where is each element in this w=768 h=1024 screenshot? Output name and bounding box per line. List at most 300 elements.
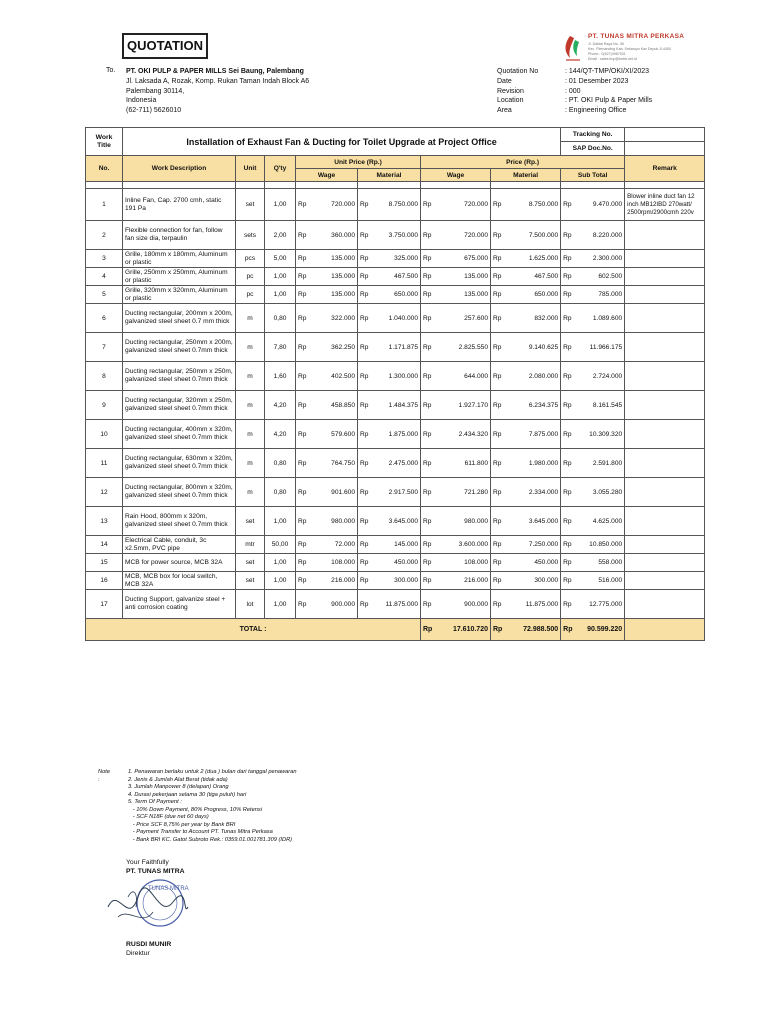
currency-label: Rp <box>491 304 509 333</box>
row-price-wage: 720.000 <box>439 189 491 221</box>
row-unit: mtr <box>236 536 265 554</box>
currency-label: Rp <box>561 449 578 478</box>
col-header-unit-price: Unit Price (Rp.) <box>296 156 421 169</box>
work-title-row <box>86 128 705 142</box>
currency-label: Rp <box>296 362 312 391</box>
signer-block <box>126 940 171 958</box>
row-qty: 1,00 <box>265 507 296 536</box>
logo-email-line: Email : sales.tmp@tmbb.net.id <box>588 57 637 61</box>
currency-label: Rp <box>491 572 509 590</box>
total-subtotal: 90.599.220 <box>578 619 625 641</box>
currency-label: Rp <box>296 536 312 554</box>
row-qty: 1,00 <box>265 189 296 221</box>
row-unit-material: 2.475.000 <box>374 449 421 478</box>
row-no: 8 <box>86 362 123 391</box>
row-unit: pc <box>236 268 265 286</box>
currency-label: Rp <box>421 268 439 286</box>
currency-label: Rp <box>421 420 439 449</box>
currency-label: Rp <box>421 536 439 554</box>
note-line: - SCF N18F (due net 60 days) <box>128 814 209 820</box>
row-remark <box>625 590 705 619</box>
row-unit-wage: 135.000 <box>312 286 358 304</box>
row-no: 10 <box>86 420 123 449</box>
spacer-row <box>86 182 705 189</box>
currency-label: Rp <box>358 268 374 286</box>
table-row <box>86 362 705 391</box>
row-unit: m <box>236 362 265 391</box>
currency-label: Rp <box>296 449 312 478</box>
row-unit-material: 300.000 <box>374 572 421 590</box>
row-unit-wage: 720.000 <box>312 189 358 221</box>
currency-label: Rp <box>358 478 374 507</box>
row-price-material: 9.140.625 <box>509 333 561 362</box>
row-description: Ducting rectangular, 200mm x 200m, galvanized steel sheet 0.7 mm thick <box>123 304 236 333</box>
row-price-material: 300.000 <box>509 572 561 590</box>
meta-quotation-no: : 144/QT-TMP/OKI/XI/2023 <box>565 68 650 75</box>
currency-label: Rp <box>358 536 374 554</box>
table-row <box>86 189 705 221</box>
currency-label: Rp <box>491 449 509 478</box>
row-unit-material: 450.000 <box>374 554 421 572</box>
currency-label: Rp <box>491 590 509 619</box>
row-unit-material: 1.300.000 <box>374 362 421 391</box>
row-price-material: 11.875.000 <box>509 590 561 619</box>
currency-label: Rp <box>296 420 312 449</box>
col-header-price-material: Material <box>491 169 561 182</box>
currency-label: Rp <box>561 478 578 507</box>
currency-label: Rp <box>561 189 578 221</box>
tracking-no-label: Tracking No. <box>561 128 625 142</box>
table-row <box>86 250 705 268</box>
currency-label: Rp <box>358 590 374 619</box>
currency-label: Rp <box>491 420 509 449</box>
currency-label: Rp <box>421 554 439 572</box>
row-unit-wage: 216.000 <box>312 572 358 590</box>
row-remark <box>625 536 705 554</box>
row-description: Grille, 180mm x 180mm, Aluminum or plastic <box>123 250 236 268</box>
meta-labels <box>497 67 538 116</box>
row-unit: sets <box>236 221 265 250</box>
currency-label: Rp <box>491 221 509 250</box>
row-no: 9 <box>86 391 123 420</box>
col-header-no: No. <box>86 156 123 182</box>
currency-label: Rp <box>358 189 374 221</box>
currency-label: Rp <box>421 478 439 507</box>
row-unit-wage: 135.000 <box>312 268 358 286</box>
row-description: Rain Hood, 800mm x 320m, galvanized steel sheet 0.7mm thick <box>123 507 236 536</box>
table-row <box>86 572 705 590</box>
row-unit-material: 3.750.000 <box>374 221 421 250</box>
note-line: - Bank BRI KC. Gatot Subroto Rek.: 0359.01.001781.309 (IDR) <box>128 836 293 843</box>
row-no: 11 <box>86 449 123 478</box>
currency-label: Rp <box>491 189 509 221</box>
currency-label: Rp <box>491 554 509 572</box>
client-phone: (62-711) 5626010 <box>126 107 182 115</box>
note-line: 2. Jenis & Jumlah Alat Berat (tidak ada) <box>128 776 228 783</box>
col-header-remark: Remark <box>625 156 705 182</box>
row-unit-material: 650.000 <box>374 286 421 304</box>
meta-label-date: Date <box>497 77 512 85</box>
currency-label: Rp <box>358 286 374 304</box>
row-price-wage: 644.000 <box>439 362 491 391</box>
row-no: 6 <box>86 304 123 333</box>
row-unit-material: 1.484.375 <box>374 391 421 420</box>
currency-label: Rp <box>296 304 312 333</box>
client-country: Indonesia <box>126 97 157 105</box>
row-no: 12 <box>86 478 123 507</box>
currency-label: Rp <box>561 362 578 391</box>
row-unit-material: 1.171.875 <box>374 333 421 362</box>
meta-label-location: Location <box>497 97 524 105</box>
row-no: 7 <box>86 333 123 362</box>
currency-label: Rp <box>296 250 312 268</box>
note-line: 5. Term Of Payment : <box>128 799 182 805</box>
notes-label: Note : <box>98 769 111 783</box>
row-no: 16 <box>86 572 123 590</box>
row-description: Grille, 250mm x 250mm, Aluminum or plastic <box>123 268 236 286</box>
currency-label: Rp <box>296 572 312 590</box>
logo-address-line: Jl. Daktai Raya No. 38 <box>588 42 624 46</box>
table-row <box>86 478 705 507</box>
row-price-wage: 980.000 <box>439 507 491 536</box>
row-description: Ducting rectangular, 800mm x 320m, galvanized steel sheet 0.7mm thick <box>123 478 236 507</box>
row-subtotal: 8.220.000 <box>578 221 625 250</box>
row-price-wage: 675.000 <box>439 250 491 268</box>
row-description: Flexible connection for fan, follow fan size dia, terpaulin <box>123 221 236 250</box>
currency-label: Rp <box>358 391 374 420</box>
row-description: Ducting rectangular, 630mm x 320m, galvanized steel sheet 0.7mm thick <box>123 449 236 478</box>
table-row <box>86 286 705 304</box>
currency-label: Rp <box>491 619 509 641</box>
row-unit-wage: 901.600 <box>312 478 358 507</box>
row-no: 4 <box>86 268 123 286</box>
row-unit: pcs <box>236 250 265 268</box>
row-qty: 1,60 <box>265 362 296 391</box>
table-row <box>86 590 705 619</box>
row-qty: 2,00 <box>265 221 296 250</box>
currency-label: Rp <box>491 507 509 536</box>
row-price-material: 7.250.000 <box>509 536 561 554</box>
signer-title: Direktur <box>126 950 150 957</box>
row-unit-material: 8.750.000 <box>374 189 421 221</box>
row-price-material: 7.875.000 <box>509 420 561 449</box>
currency-label: Rp <box>296 590 312 619</box>
currency-label: Rp <box>358 449 374 478</box>
meta-values <box>565 67 652 116</box>
row-unit-material: 1.040.000 <box>374 304 421 333</box>
logo-address-line: Kec. Plemanding Kab. Sekaruyu Kav Depok Jl.4450 <box>588 47 671 51</box>
currency-label: Rp <box>358 362 374 391</box>
currency-label: Rp <box>561 250 578 268</box>
row-qty: 5,00 <box>265 250 296 268</box>
note-line: - 10% Down Payment, 80% Progress, 10% Retensi <box>128 806 263 813</box>
row-unit-wage: 322.000 <box>312 304 358 333</box>
total-label: TOTAL : <box>86 619 421 641</box>
row-remark <box>625 221 705 250</box>
currency-label: Rp <box>421 189 439 221</box>
row-unit-wage: 360.000 <box>312 221 358 250</box>
row-unit: m <box>236 391 265 420</box>
currency-label: Rp <box>561 333 578 362</box>
currency-label: Rp <box>358 304 374 333</box>
header-row-1 <box>86 156 705 169</box>
currency-label: Rp <box>421 619 439 641</box>
row-price-wage: 2.825.550 <box>439 333 491 362</box>
logo-company-name: PT. TUNAS MITRA PERKASA <box>588 33 685 40</box>
row-remark <box>625 507 705 536</box>
client-name: PT. OKI PULP & PAPER MILLS Sei Baung, Palembang <box>126 68 304 75</box>
row-no: 17 <box>86 590 123 619</box>
currency-label: Rp <box>561 221 578 250</box>
note-line: 3. Jumlah Manpower 8 (delapan) Orang <box>128 784 229 790</box>
currency-label: Rp <box>561 304 578 333</box>
currency-label: Rp <box>561 572 578 590</box>
currency-label: Rp <box>491 333 509 362</box>
col-header-qty: Q'ty <box>265 156 296 182</box>
row-price-material: 650.000 <box>509 286 561 304</box>
total-row <box>86 619 705 641</box>
currency-label: Rp <box>358 572 374 590</box>
row-subtotal: 11.966.175 <box>578 333 625 362</box>
row-unit-wage: 402.500 <box>312 362 358 391</box>
currency-label: Rp <box>421 590 439 619</box>
row-description: Inline Fan, Cap. 2700 cmh, static 191 Pa <box>123 189 236 221</box>
row-description: Ducting rectangular, 320mm x 250m, galvanized steel sheet 0.7mm thick <box>123 391 236 420</box>
row-description: Ducting rectangular, 250mm x 250m, galvanized steel sheet 0.7mm thick <box>123 362 236 391</box>
row-price-material: 8.750.000 <box>509 189 561 221</box>
row-subtotal: 1.089.600 <box>578 304 625 333</box>
row-unit: m <box>236 449 265 478</box>
col-header-price: Price (Rp.) <box>421 156 625 169</box>
total-material: 72.988.500 <box>509 619 561 641</box>
row-remark <box>625 362 705 391</box>
row-unit-wage: 980.000 <box>312 507 358 536</box>
col-header-subtotal: Sub Total <box>561 169 625 182</box>
signature-stamp <box>98 877 198 937</box>
row-subtotal: 558.000 <box>578 554 625 572</box>
currency-label: Rp <box>358 507 374 536</box>
row-unit-wage: 362.250 <box>312 333 358 362</box>
currency-label: Rp <box>421 286 439 304</box>
closing-block <box>126 858 185 876</box>
col-header-description: Work Description <box>123 156 236 182</box>
table-row <box>86 554 705 572</box>
row-subtotal: 10.309.320 <box>578 420 625 449</box>
closing-company: PT. TUNAS MITRA <box>126 868 185 875</box>
row-unit-wage: 135.000 <box>312 250 358 268</box>
row-qty: 0,80 <box>265 478 296 507</box>
row-remark <box>625 572 705 590</box>
row-remark <box>625 420 705 449</box>
row-no: 14 <box>86 536 123 554</box>
row-subtotal: 2.300.000 <box>578 250 625 268</box>
sap-doc-label: SAP Doc.No. <box>561 142 625 156</box>
row-qty: 1,00 <box>265 572 296 590</box>
row-qty: 1,00 <box>265 554 296 572</box>
currency-label: Rp <box>491 391 509 420</box>
row-unit-wage: 458.850 <box>312 391 358 420</box>
row-unit: set <box>236 554 265 572</box>
row-no: 5 <box>86 286 123 304</box>
col-header-unit: Unit <box>236 156 265 182</box>
row-no: 13 <box>86 507 123 536</box>
total-wage: 17.610.720 <box>439 619 491 641</box>
currency-label: Rp <box>296 189 312 221</box>
row-price-wage: 2.434.320 <box>439 420 491 449</box>
row-subtotal: 2.724.000 <box>578 362 625 391</box>
currency-label: Rp <box>491 286 509 304</box>
currency-label: Rp <box>421 391 439 420</box>
row-price-material: 467.500 <box>509 268 561 286</box>
currency-label: Rp <box>421 507 439 536</box>
currency-label: Rp <box>358 554 374 572</box>
table-row <box>86 420 705 449</box>
currency-label: Rp <box>421 304 439 333</box>
row-subtotal: 3.055.280 <box>578 478 625 507</box>
row-price-wage: 1.927.170 <box>439 391 491 420</box>
work-title-label: Work Title <box>86 128 123 156</box>
table-row <box>86 304 705 333</box>
row-price-wage: 257.600 <box>439 304 491 333</box>
row-price-material: 1.980.000 <box>509 449 561 478</box>
currency-label: Rp <box>491 250 509 268</box>
row-price-material: 450.000 <box>509 554 561 572</box>
currency-label: Rp <box>561 536 578 554</box>
sap-doc-value <box>625 142 705 156</box>
row-subtotal: 8.161.545 <box>578 391 625 420</box>
currency-label: Rp <box>561 420 578 449</box>
currency-label: Rp <box>421 449 439 478</box>
row-price-material: 7.500.000 <box>509 221 561 250</box>
currency-label: Rp <box>296 554 312 572</box>
row-price-material: 3.645.000 <box>509 507 561 536</box>
row-no: 3 <box>86 250 123 268</box>
client-block <box>126 67 309 116</box>
currency-label: Rp <box>296 286 312 304</box>
currency-label: Rp <box>561 286 578 304</box>
row-remark <box>625 250 705 268</box>
meta-label-revision: Revision <box>497 87 524 95</box>
currency-label: Rp <box>561 590 578 619</box>
note-line: - Price SCF 8,75% per year by Bank BRI <box>128 821 236 828</box>
row-remark <box>625 333 705 362</box>
row-price-material: 1.625.000 <box>509 250 561 268</box>
to-label: To. <box>106 67 116 74</box>
row-unit-material: 3.645.000 <box>374 507 421 536</box>
row-unit-wage: 579.600 <box>312 420 358 449</box>
row-price-wage: 216.000 <box>439 572 491 590</box>
note-line: 1. Penawaran berlaku untuk 2 (dua ) bulan dari tanggal penawaran <box>128 769 297 775</box>
currency-label: Rp <box>421 572 439 590</box>
table-row <box>86 507 705 536</box>
table-row <box>86 391 705 420</box>
row-unit: lot <box>236 590 265 619</box>
row-remark <box>625 391 705 420</box>
row-qty: 50,00 <box>265 536 296 554</box>
row-remark <box>625 449 705 478</box>
row-price-wage: 721.280 <box>439 478 491 507</box>
table-row <box>86 333 705 362</box>
row-unit-wage: 72.000 <box>312 536 358 554</box>
row-unit: m <box>236 333 265 362</box>
row-qty: 4,20 <box>265 391 296 420</box>
currency-label: Rp <box>561 507 578 536</box>
row-qty: 1,00 <box>265 590 296 619</box>
row-unit: pc <box>236 286 265 304</box>
row-price-wage: 3.600.000 <box>439 536 491 554</box>
row-subtotal: 9.470.000 <box>578 189 625 221</box>
work-title: Installation of Exhaust Fan & Ducting for Toilet Upgrade at Project Office <box>123 128 561 156</box>
row-remark <box>625 286 705 304</box>
currency-label: Rp <box>491 536 509 554</box>
client-address-1: Jl. Laksada A, Rozak, Komp. Rukan Taman Indah Block A6 <box>126 77 310 85</box>
row-price-material: 832.000 <box>509 304 561 333</box>
row-price-wage: 135.000 <box>439 268 491 286</box>
row-no: 1 <box>86 189 123 221</box>
row-qty: 0,80 <box>265 449 296 478</box>
currency-label: Rp <box>296 391 312 420</box>
currency-label: Rp <box>358 333 374 362</box>
row-unit: set <box>236 507 265 536</box>
currency-label: Rp <box>296 333 312 362</box>
row-remark <box>625 304 705 333</box>
row-unit-wage: 108.000 <box>312 554 358 572</box>
meta-revision: : 000 <box>565 87 581 95</box>
client-address-2: Palembang 30114, <box>126 87 185 95</box>
row-price-material: 2.334.000 <box>509 478 561 507</box>
row-price-wage: 611.800 <box>439 449 491 478</box>
currency-label: Rp <box>358 250 374 268</box>
logo-phone-line: Phone : 0(627)4987531 <box>588 52 626 56</box>
row-unit-wage: 764.750 <box>312 449 358 478</box>
row-subtotal: 785.000 <box>578 286 625 304</box>
currency-label: Rp <box>421 362 439 391</box>
currency-label: Rp <box>561 554 578 572</box>
currency-label: Rp <box>296 268 312 286</box>
row-remark: Blower inline duct fan 12 inch MB12IBD 270watt/ 2500rpm/2900cmh 220v <box>625 189 705 221</box>
row-qty: 0,80 <box>265 304 296 333</box>
row-description: MCB for power source, MCB 32A <box>123 554 236 572</box>
row-qty: 1,00 <box>265 286 296 304</box>
row-price-wage: 108.000 <box>439 554 491 572</box>
currency-label: Rp <box>561 391 578 420</box>
currency-label: Rp <box>296 221 312 250</box>
row-unit-wage: 900.000 <box>312 590 358 619</box>
row-description: Ducting rectangular, 400mm x 320m, galvanized steel sheet 0.7mm thick <box>123 420 236 449</box>
row-no: 2 <box>86 221 123 250</box>
row-subtotal: 4.625.000 <box>578 507 625 536</box>
currency-label: Rp <box>491 478 509 507</box>
table-row <box>86 449 705 478</box>
row-description: Electrical Cable, conduit, 3c x2.5mm, PVC pipe <box>123 536 236 554</box>
row-subtotal: 12.775.000 <box>578 590 625 619</box>
currency-label: Rp <box>491 268 509 286</box>
row-price-wage: 135.000 <box>439 286 491 304</box>
row-unit-material: 11.875.000 <box>374 590 421 619</box>
note-line: - Payment Transfer to Account PT. Tunas Mitra Perkasa <box>128 829 273 835</box>
row-unit: m <box>236 478 265 507</box>
row-remark <box>625 554 705 572</box>
meta-label-area: Area <box>497 107 512 115</box>
currency-label: Rp <box>491 362 509 391</box>
row-qty: 1,00 <box>265 268 296 286</box>
col-header-unit-wage: Wage <box>296 169 358 182</box>
row-unit-material: 2.917.500 <box>374 478 421 507</box>
row-price-material: 6.234.375 <box>509 391 561 420</box>
note-line: 4. Durasi pekerjaan selama 30 (tiga puluh) hari <box>128 791 247 798</box>
quotation-table <box>85 127 705 641</box>
row-subtotal: 602.500 <box>578 268 625 286</box>
